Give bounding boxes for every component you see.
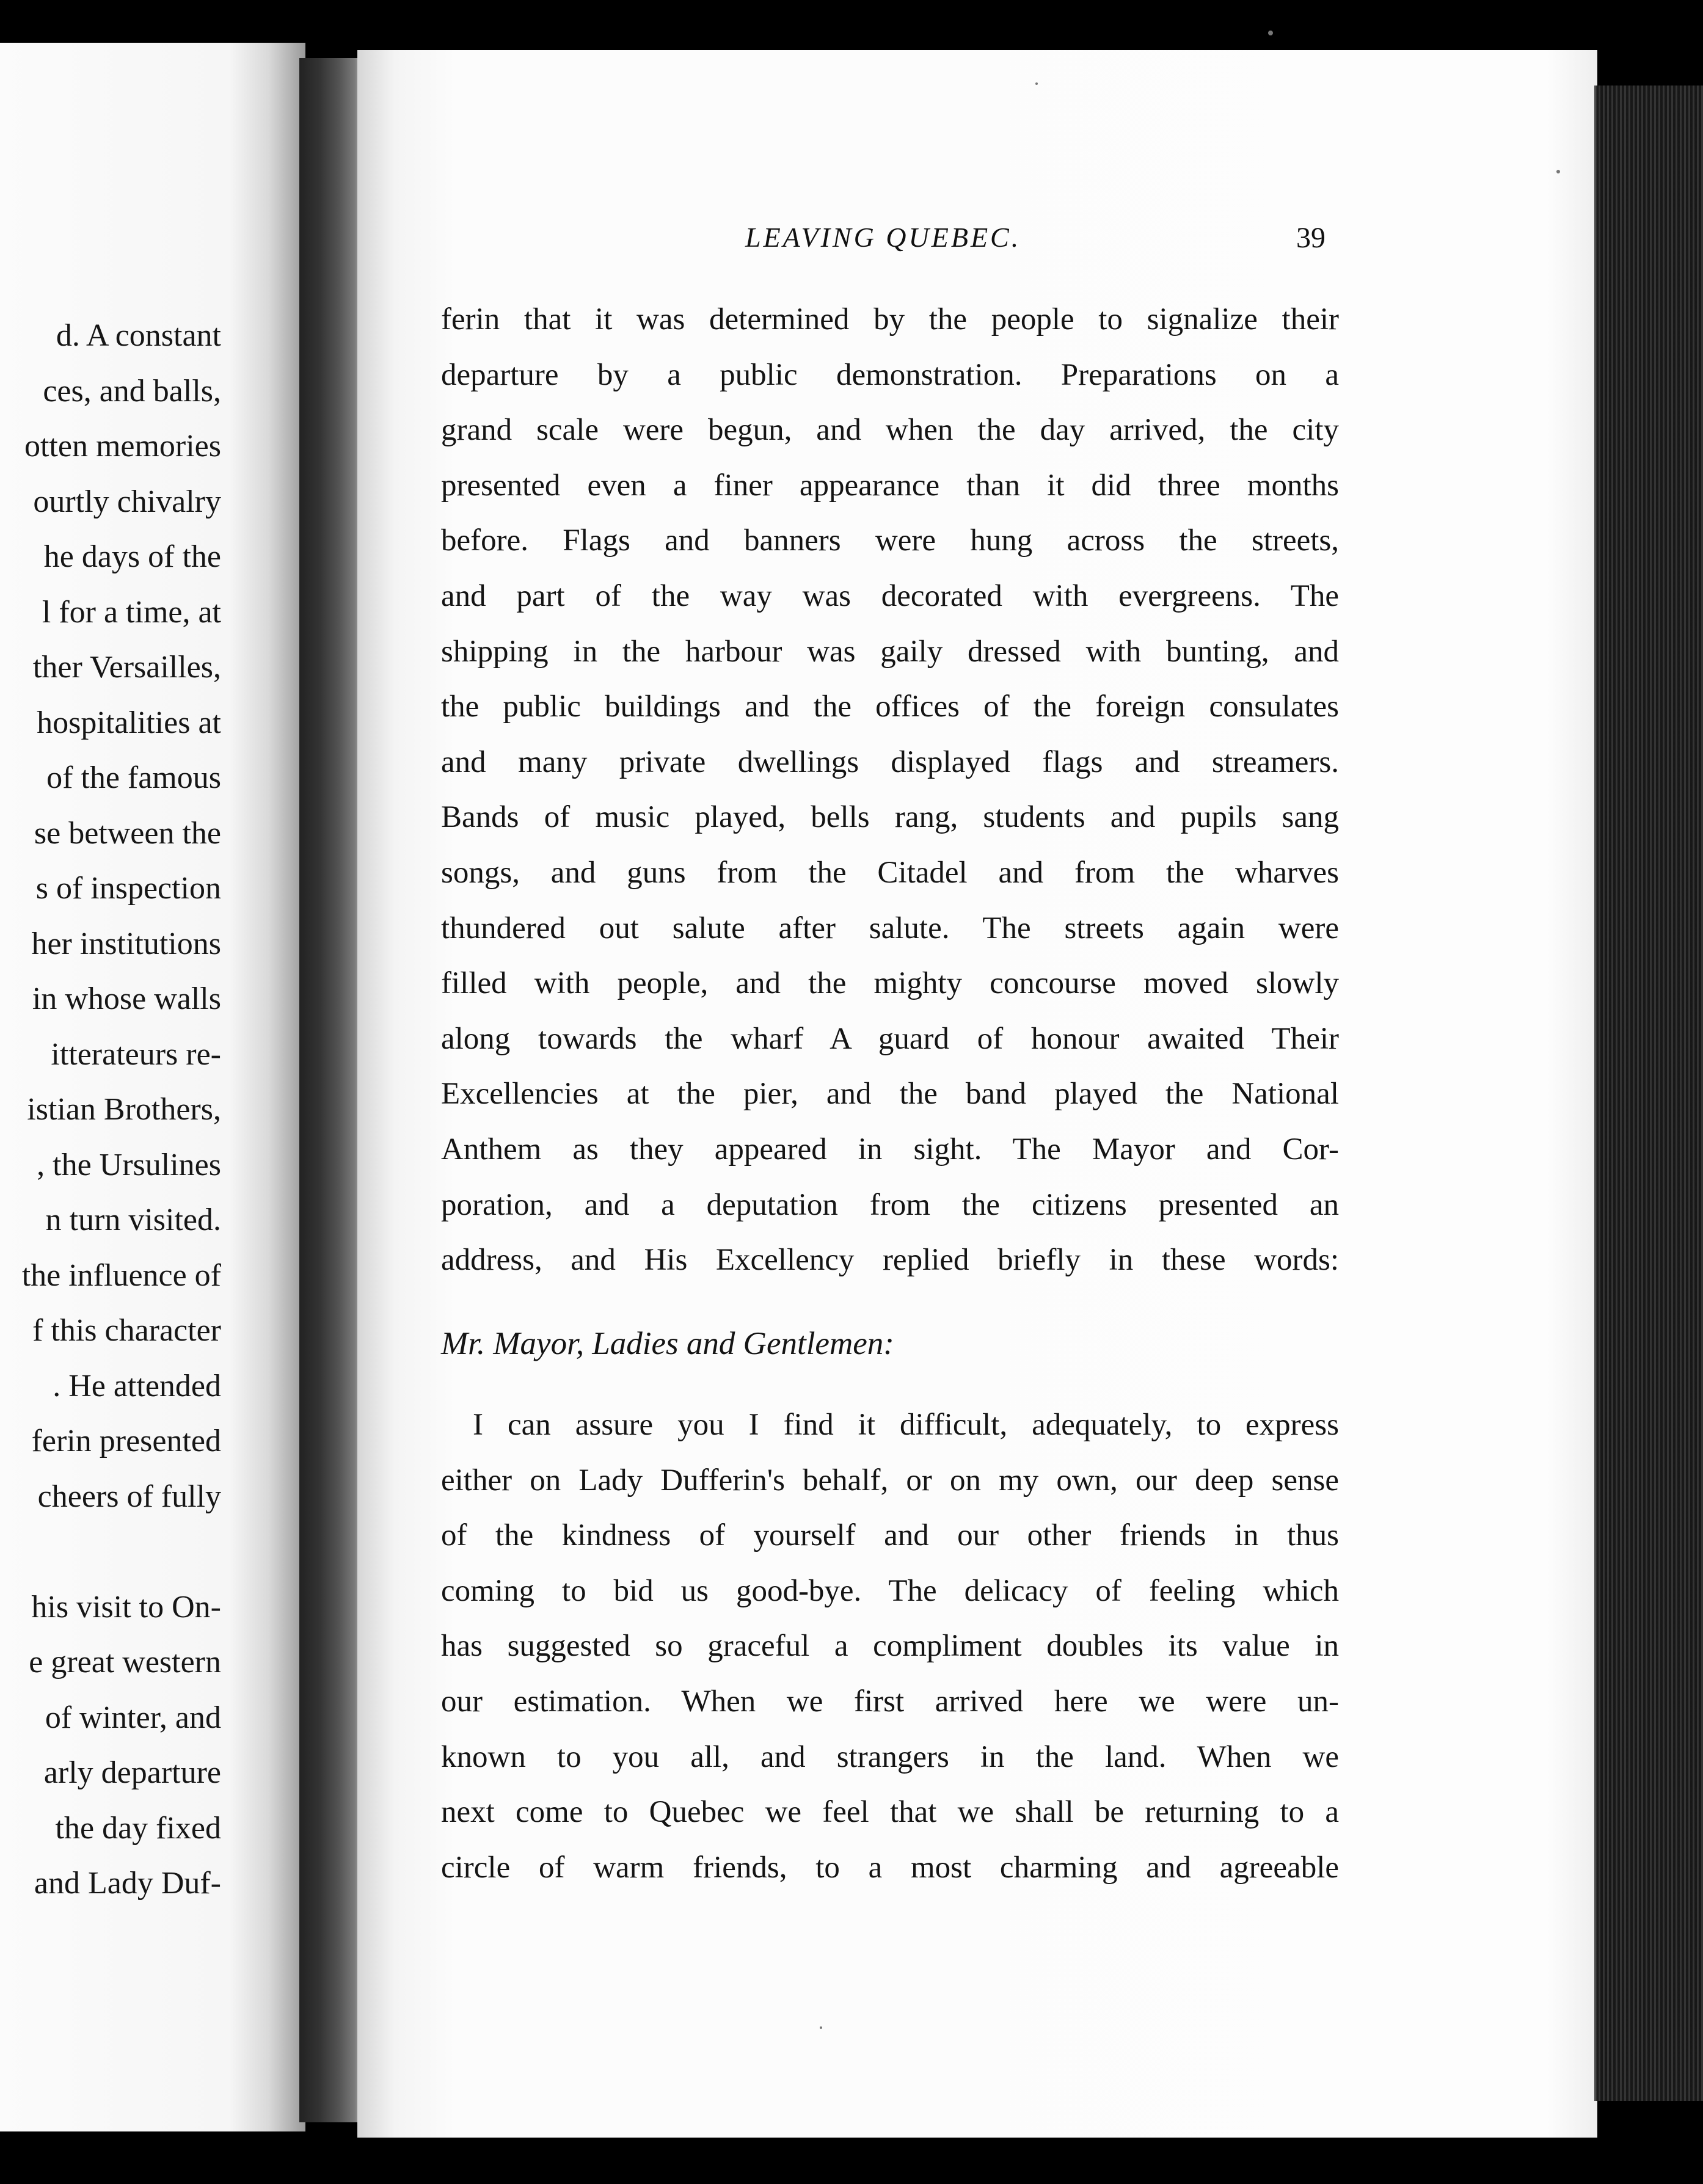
running-head: LEAVING QUEBEC.: [745, 222, 1021, 253]
speech-line: of the kindness of yourself and our other friends in thus: [441, 1518, 1339, 1553]
left-page-text-line: the influence of: [21, 1258, 221, 1293]
left-page-text-line: the day fixed: [55, 1810, 221, 1846]
left-page-text-line: l for a time, at: [42, 594, 221, 630]
left-page-text-line: and Lady Duf-: [34, 1866, 221, 1901]
left-page-text-line: . He attended: [53, 1368, 221, 1403]
dust-speck: [1268, 31, 1273, 35]
left-page-text-line: hospitalities at: [37, 705, 221, 740]
paragraph-line: before. Flags and banners were hung across the streets,: [441, 523, 1339, 558]
paragraph-line: filled with people, and the mighty concourse moved slowly: [441, 966, 1339, 1001]
left-page-text-line: e great western: [29, 1645, 221, 1680]
left-page: [0, 43, 305, 2131]
speech-line: either on Lady Dufferin's behalf, or on my own, our deep sense: [441, 1463, 1339, 1498]
left-page-text-line: se between the: [34, 815, 221, 851]
body-paragraph: [441, 292, 1339, 1288]
dust-speck: [1035, 82, 1038, 85]
page-edges: [1594, 86, 1703, 2101]
paragraph-line: thundered out salute after salute. The streets again were: [441, 911, 1339, 945]
left-page-text-line: of the famous: [46, 760, 221, 795]
left-page-text-line: ferin presented: [31, 1424, 221, 1458]
left-page-text-line: [0, 1524, 221, 1580]
left-page-text-line: ther Versailles,: [32, 650, 221, 685]
left-page-text-line: her institutions: [31, 926, 221, 961]
left-page-text-line: , the Ursulines: [37, 1147, 221, 1182]
speech-line: has suggested so graceful a compliment doubles its value in: [441, 1629, 1339, 1664]
left-page-text-line: of winter, and: [45, 1700, 221, 1735]
left-page-text-line: cheers of fully: [37, 1479, 221, 1514]
speech-line: I can assure you I find it difficult, adequately, to express: [473, 1408, 1339, 1442]
dust-speck: [1556, 170, 1560, 173]
speech-line: circle of warm friends, to a most charming and agreeable: [441, 1850, 1339, 1885]
left-page-text-line: s of inspection: [35, 871, 221, 906]
left-page-text-line: n turn visited.: [45, 1203, 221, 1237]
dust-speck: [820, 2026, 822, 2029]
left-page-text-line: itterateurs re-: [51, 1036, 221, 1072]
left-page-text: [0, 308, 221, 1912]
paragraph-line: and many private dwellings displayed flags and streamers.: [441, 744, 1339, 779]
left-page-text-line: istian Brothers,: [27, 1092, 221, 1127]
page-number: 39: [1296, 222, 1326, 254]
left-page-text-line: his visit to On-: [31, 1589, 221, 1625]
left-page-text-line: ourtly chivalry: [33, 484, 221, 519]
paragraph-line: grand scale were begun, and when the day arrived, the city: [441, 413, 1339, 448]
paragraph-line: departure by a public demonstration. Preparations on a: [441, 357, 1339, 392]
paragraph-line: Anthem as they appeared in sight. The Mayor and Cor-: [441, 1132, 1339, 1167]
paragraph-line: Excellencies at the pier, and the band played the National: [441, 1077, 1339, 1112]
paragraph-line: presented even a finer appearance than it did three months: [441, 468, 1339, 503]
left-page-text-line: otten memories: [24, 429, 221, 464]
paragraph-line: shipping in the harbour was gaily dressed with bunting, and: [441, 634, 1339, 669]
left-page-text-line: ces, and balls,: [43, 373, 221, 409]
paragraph-line: Bands of music played, bells rang, students and pupils sang: [441, 800, 1339, 835]
left-page-text-line: in whose walls: [32, 981, 221, 1016]
paragraph-line: along towards the wharf A guard of honour awaited Their: [441, 1021, 1339, 1056]
left-page-text-line: he days of the: [43, 539, 221, 574]
speech-paragraph: [441, 1397, 1339, 1895]
paragraph-line: and part of the way was decorated with evergreens. The: [441, 578, 1339, 613]
speech-salutation: Mr. Mayor, Ladies and Gentlemen:: [441, 1326, 894, 1361]
paragraph-line: the public buildings and the offices of the foreign consulates: [441, 690, 1339, 724]
left-page-text-line: f this character: [32, 1313, 221, 1348]
left-page-text-line: arly departure: [43, 1755, 221, 1790]
paragraph-line: ferin that it was determined by the people to signalize their: [441, 302, 1339, 337]
speech-line: coming to bid us good-bye. The delicacy of feeling which: [441, 1573, 1339, 1608]
paragraph-line: address, and His Excellency replied briefly in these words:: [441, 1243, 1339, 1278]
paragraph-line: songs, and guns from the Citadel and from the wharves: [441, 855, 1339, 890]
speech-line: our estimation. When we first arrived here we were un-: [441, 1684, 1339, 1719]
binding-gutter-shadow: [299, 58, 366, 2122]
left-page-text-line: d. A constant: [56, 318, 221, 353]
speech-line: known to you all, and strangers in the land. When we: [441, 1739, 1339, 1774]
speech-line: next come to Quebec we feel that we shall be returning to a: [441, 1795, 1339, 1830]
paragraph-line: poration, and a deputation from the citizens presented an: [441, 1187, 1339, 1222]
